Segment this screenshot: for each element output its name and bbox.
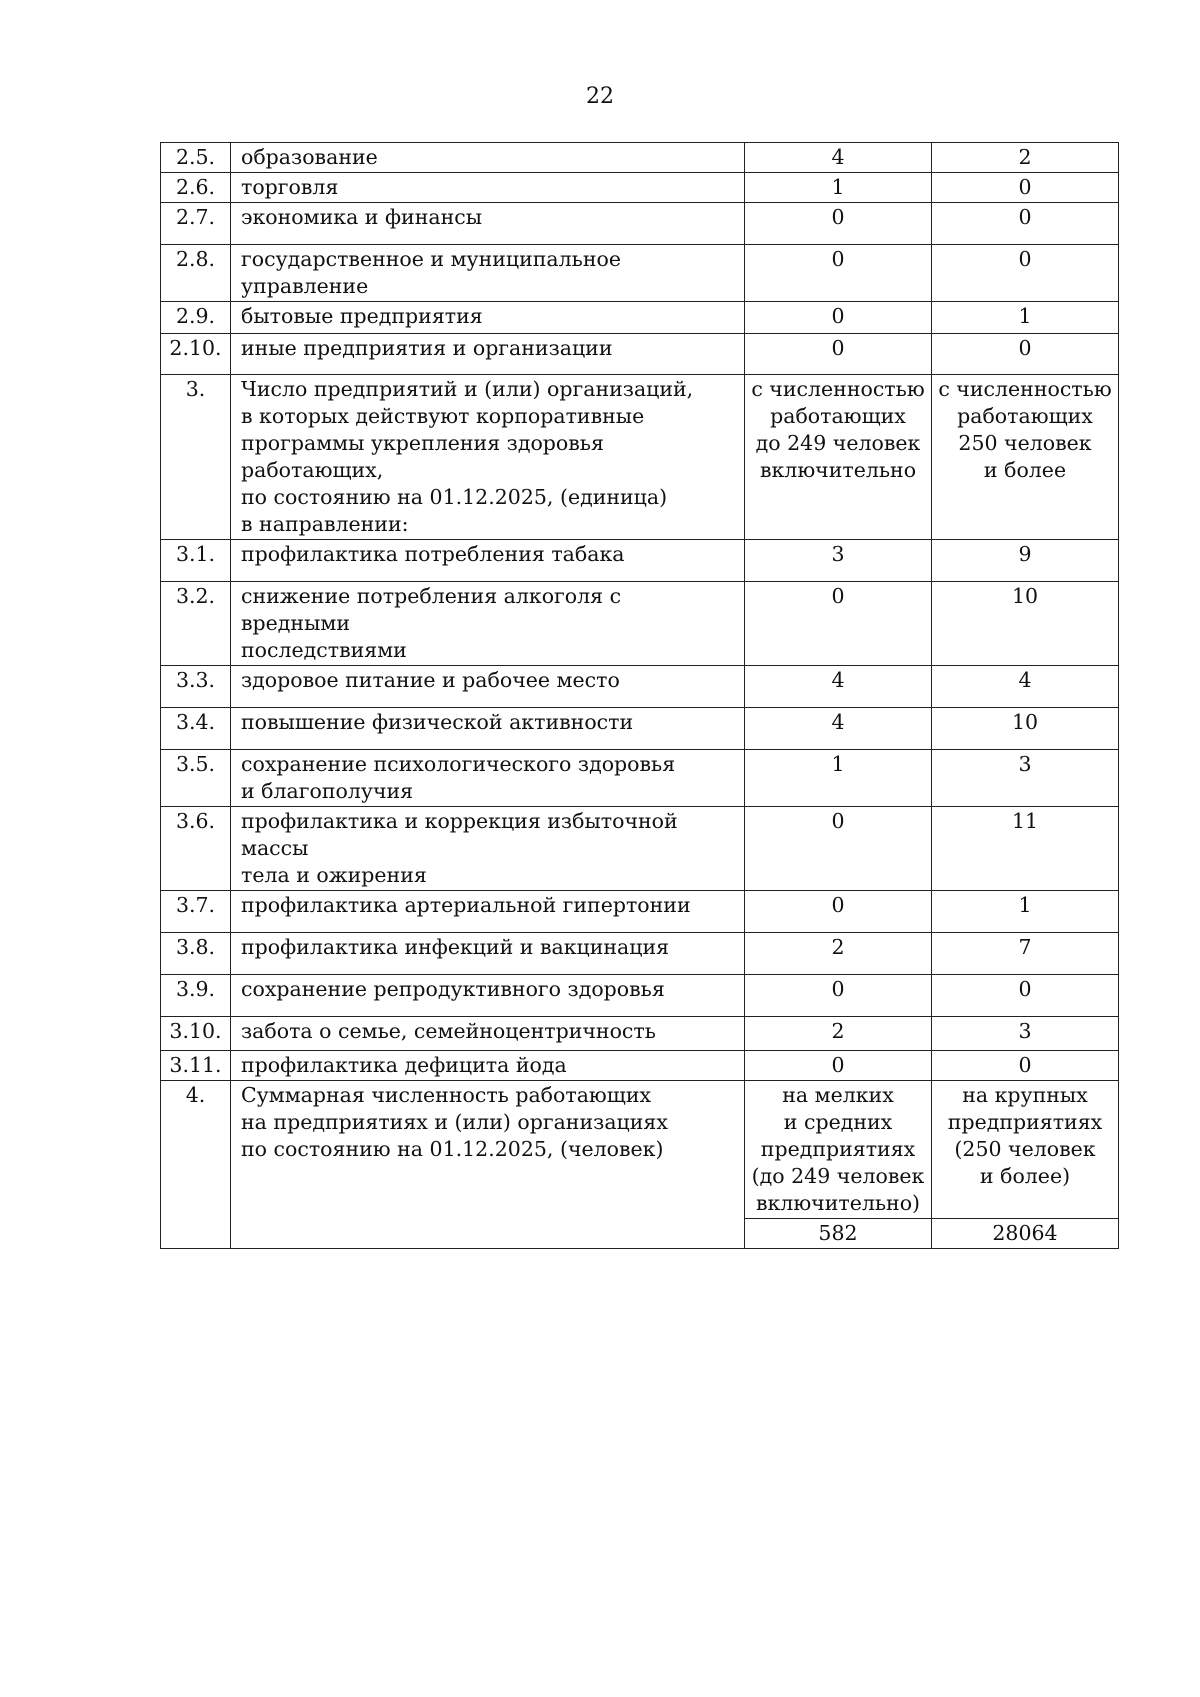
row-number: 2.8. (161, 245, 231, 302)
value-large-enterprises: 11 (932, 807, 1119, 891)
row-label: государственное и муниципальное управление (231, 245, 745, 302)
value-small-enterprises: 1 (745, 173, 932, 203)
value-small-enterprises: 2 (745, 1017, 932, 1051)
row-number: 3. (161, 375, 231, 540)
table-row (161, 666, 1119, 708)
section-header-row (161, 375, 1119, 540)
row-label: сохранение психологического здоровья и благополучия (231, 750, 745, 807)
table-row (161, 173, 1119, 203)
total-small-enterprises: 582 (745, 1219, 932, 1249)
row-number: 4. (161, 1081, 231, 1249)
report-table (160, 142, 1119, 1249)
value-small-enterprises: 0 (745, 807, 932, 891)
value-large-enterprises: 2 (932, 143, 1119, 173)
column-header-small-enterprises: на мелких и средних предприятиях (до 249 человек включительно) (745, 1081, 932, 1219)
section-header-row (161, 1081, 1119, 1219)
row-label: иные предприятия и организации (231, 334, 745, 375)
value-large-enterprises: 0 (932, 173, 1119, 203)
value-large-enterprises: 1 (932, 891, 1119, 933)
row-number: 2.10. (161, 334, 231, 375)
value-large-enterprises: 0 (932, 334, 1119, 375)
table-row (161, 540, 1119, 582)
value-large-enterprises: 3 (932, 1017, 1119, 1051)
section-title: Число предприятий и (или) организаций, в которых действуют корпоративные программы укрепления здоровья работающих, по состоянию на 01.12.2025, (единица) в направлении: (231, 375, 745, 540)
table-row (161, 245, 1119, 302)
value-small-enterprises: 0 (745, 334, 932, 375)
column-header-large-enterprises: с численностью работающих 250 человек и более (932, 375, 1119, 540)
row-label: забота о семье, семейноцентричность (231, 1017, 745, 1051)
value-large-enterprises: 0 (932, 245, 1119, 302)
table-row (161, 807, 1119, 891)
value-small-enterprises: 4 (745, 143, 932, 173)
value-small-enterprises: 4 (745, 666, 932, 708)
row-label: образование (231, 143, 745, 173)
value-small-enterprises: 4 (745, 708, 932, 750)
value-small-enterprises: 2 (745, 933, 932, 975)
row-number: 3.8. (161, 933, 231, 975)
row-label: профилактика артериальной гипертонии (231, 891, 745, 933)
value-small-enterprises: 3 (745, 540, 932, 582)
row-label: профилактика потребления табака (231, 540, 745, 582)
row-number: 2.5. (161, 143, 231, 173)
value-large-enterprises: 0 (932, 203, 1119, 245)
page-number: 22 (586, 84, 614, 109)
section-title: Суммарная численность работающих на предприятиях и (или) организациях по состоянию на 01.12.2025, (человек) (231, 1081, 745, 1249)
value-large-enterprises: 10 (932, 708, 1119, 750)
value-large-enterprises: 7 (932, 933, 1119, 975)
table-row (161, 708, 1119, 750)
table-row (161, 334, 1119, 375)
value-large-enterprises: 1 (932, 302, 1119, 334)
row-number: 3.2. (161, 582, 231, 666)
table-row (161, 203, 1119, 245)
row-number: 3.4. (161, 708, 231, 750)
value-small-enterprises: 0 (745, 1051, 932, 1081)
row-label: экономика и финансы (231, 203, 745, 245)
row-number: 3.9. (161, 975, 231, 1017)
row-number: 2.9. (161, 302, 231, 334)
value-small-enterprises: 0 (745, 203, 932, 245)
table-row (161, 891, 1119, 933)
row-number: 3.11. (161, 1051, 231, 1081)
table-row (161, 302, 1119, 334)
row-number: 3.6. (161, 807, 231, 891)
row-label: бытовые предприятия (231, 302, 745, 334)
row-label: торговля (231, 173, 745, 203)
row-label: повышение физической активности (231, 708, 745, 750)
value-large-enterprises: 0 (932, 1051, 1119, 1081)
table-row (161, 975, 1119, 1017)
value-large-enterprises: 9 (932, 540, 1119, 582)
value-small-enterprises: 0 (745, 975, 932, 1017)
row-label: профилактика инфекций и вакцинация (231, 933, 745, 975)
value-small-enterprises: 0 (745, 302, 932, 334)
value-small-enterprises: 0 (745, 582, 932, 666)
table-row (161, 1051, 1119, 1081)
row-number: 2.7. (161, 203, 231, 245)
table-row (161, 933, 1119, 975)
value-large-enterprises: 10 (932, 582, 1119, 666)
value-large-enterprises: 4 (932, 666, 1119, 708)
row-number: 3.3. (161, 666, 231, 708)
table-row (161, 750, 1119, 807)
column-header-large-enterprises: на крупных предприятиях (250 человек и более) (932, 1081, 1119, 1219)
row-number: 3.7. (161, 891, 231, 933)
table-row (161, 143, 1119, 173)
column-header-small-enterprises: с численностью работающих до 249 человек включительно (745, 375, 932, 540)
row-number: 3.5. (161, 750, 231, 807)
total-large-enterprises: 28064 (932, 1219, 1119, 1249)
row-number: 3.10. (161, 1017, 231, 1051)
table-row (161, 1017, 1119, 1051)
row-label: профилактика и коррекция избыточной массы тела и ожирения (231, 807, 745, 891)
row-number: 2.6. (161, 173, 231, 203)
value-small-enterprises: 0 (745, 245, 932, 302)
row-label: сохранение репродуктивного здоровья (231, 975, 745, 1017)
value-large-enterprises: 3 (932, 750, 1119, 807)
row-number: 3.1. (161, 540, 231, 582)
row-label: снижение потребления алкоголя с вредными последствиями (231, 582, 745, 666)
value-small-enterprises: 1 (745, 750, 932, 807)
value-small-enterprises: 0 (745, 891, 932, 933)
table-row (161, 582, 1119, 666)
row-label: профилактика дефицита йода (231, 1051, 745, 1081)
row-label: здоровое питание и рабочее место (231, 666, 745, 708)
value-large-enterprises: 0 (932, 975, 1119, 1017)
